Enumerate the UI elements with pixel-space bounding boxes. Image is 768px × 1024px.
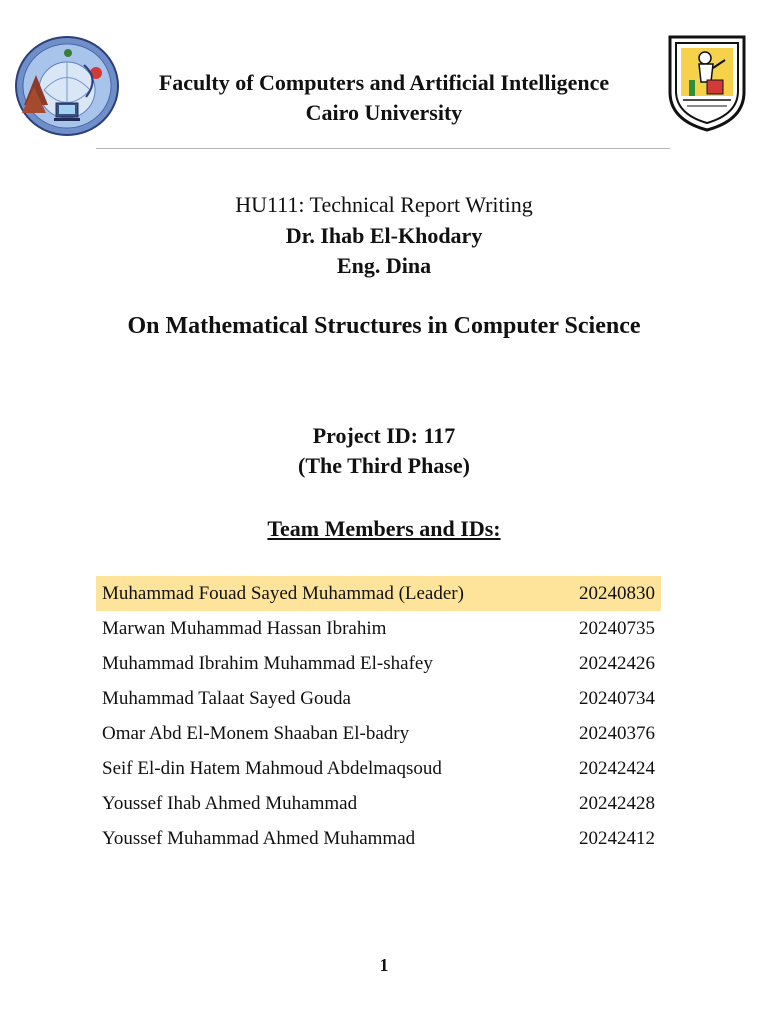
member-name: Youssef Ihab Ahmed Muhammad [102,792,358,814]
assistant-name: Eng. Dina [336,253,432,278]
member-name: Youssef Muhammad Ahmed Muhammad [102,827,416,849]
member-name: Omar Abd El-Monem Shaaban El-badry [102,722,410,744]
member-name: Muhammad Fouad Sayed Muhammad (Leader) [96,576,545,611]
member-name: Muhammad Ibrahim Muhammad El-shafey [102,652,433,674]
member-id: 20240735 [579,617,655,639]
table-row [96,786,661,821]
report-title: On Mathematical Structures in Computer Science [127,313,641,339]
table-row [96,681,661,716]
table-row [96,576,661,611]
member-id: 20240830 [545,576,661,611]
faculty-name: Faculty of Computers and Artificial Intelligence [158,70,610,95]
course-title: HU111: Technical Report Writing [235,192,533,217]
member-name: Marwan Muhammad Hassan Ibrahim [102,617,387,639]
instructor-name: Dr. Ihab El-Khodary [285,223,483,248]
member-name: Muhammad Talaat Sayed Gouda [102,687,351,709]
team-members-table [96,576,661,856]
table-row [96,751,661,786]
page-number: 1 [379,955,389,975]
table-row [96,821,661,856]
member-id: 20242412 [579,827,655,849]
table-row [96,646,661,681]
team-heading: Team Members and IDs: [267,516,501,541]
table-row [96,611,661,646]
project-id: Project ID: 117 [312,423,456,448]
member-id: 20240734 [579,687,655,709]
table-row [96,716,661,751]
header-divider [96,148,670,149]
member-id: 20242424 [579,757,655,779]
university-name: Cairo University [305,100,463,125]
member-id: 20240376 [579,722,655,744]
member-name: Seif El-din Hatem Mahmoud Abdelmaqsoud [102,757,442,779]
member-id: 20242428 [579,792,655,814]
project-phase: (The Third Phase) [298,453,470,478]
member-id: 20242426 [579,652,655,674]
